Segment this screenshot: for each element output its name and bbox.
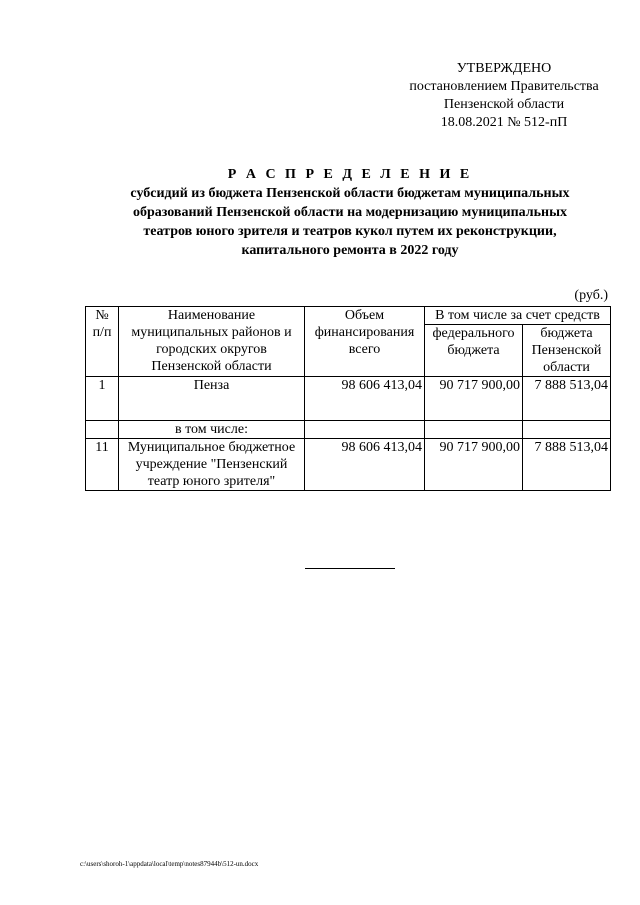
end-divider — [305, 568, 395, 569]
document-title — [80, 165, 620, 260]
currency-unit: (руб.) — [574, 288, 608, 303]
cell-num: 1 — [86, 377, 119, 421]
table-row — [86, 421, 611, 439]
title-line-1: субсидий из бюджета Пензенской области бюджетам муниципальных — [130, 186, 570, 201]
title-line-4: капитального ремонта в 2022 году — [241, 243, 459, 258]
cell-regional — [523, 421, 611, 439]
cell-total: 98 606 413,04 — [305, 377, 425, 421]
cell-federal — [425, 421, 523, 439]
header-name: Наименование муниципальных районов и городских округов Пензенской области — [119, 307, 305, 377]
header-including: В том числе за счет средств — [425, 307, 611, 325]
header-regional: бюджета Пензенской области — [523, 325, 611, 377]
title-heading: Р А С П Р Е Д Е Л Е Н И Е — [227, 167, 473, 182]
cell-total — [305, 421, 425, 439]
approval-line-decree: постановлением Правительства — [409, 79, 599, 94]
cell-num: 11 — [86, 439, 119, 491]
cell-num — [86, 421, 119, 439]
approval-stamp — [388, 60, 620, 132]
title-line-3: театров юного зрителя и театров кукол путем их реконструкции, — [143, 224, 557, 239]
table-row — [86, 439, 611, 491]
cell-regional: 7 888 513,04 — [523, 377, 611, 421]
cell-name: в том числе: — [119, 421, 305, 439]
approval-line-region: Пензенской области — [443, 97, 565, 112]
cell-federal: 90 717 900,00 — [425, 377, 523, 421]
cell-total: 98 606 413,04 — [305, 439, 425, 491]
cell-name: Пенза — [119, 377, 305, 421]
cell-federal: 90 717 900,00 — [425, 439, 523, 491]
header-total: Объем финансирования всего — [305, 307, 425, 377]
table-header-row — [86, 307, 611, 325]
approval-title: УТВЕРЖДЕНО — [456, 61, 552, 76]
cell-name: Муниципальное бюджетное учреждение "Пензенский театр юного зрителя" — [119, 439, 305, 491]
header-federal: федерального бюджета — [425, 325, 523, 377]
cell-regional: 7 888 513,04 — [523, 439, 611, 491]
header-num: № п/п — [86, 307, 119, 377]
distribution-table — [85, 306, 611, 491]
approval-line-date: 18.08.2021 № 512-пП — [440, 115, 568, 130]
title-line-2: образований Пензенской области на модернизацию муниципальных — [132, 205, 568, 220]
table-row — [86, 377, 611, 421]
file-path: c:\users\shoroh-1\appdata\local\temp\notes87944b\512-un.docx — [80, 860, 259, 868]
